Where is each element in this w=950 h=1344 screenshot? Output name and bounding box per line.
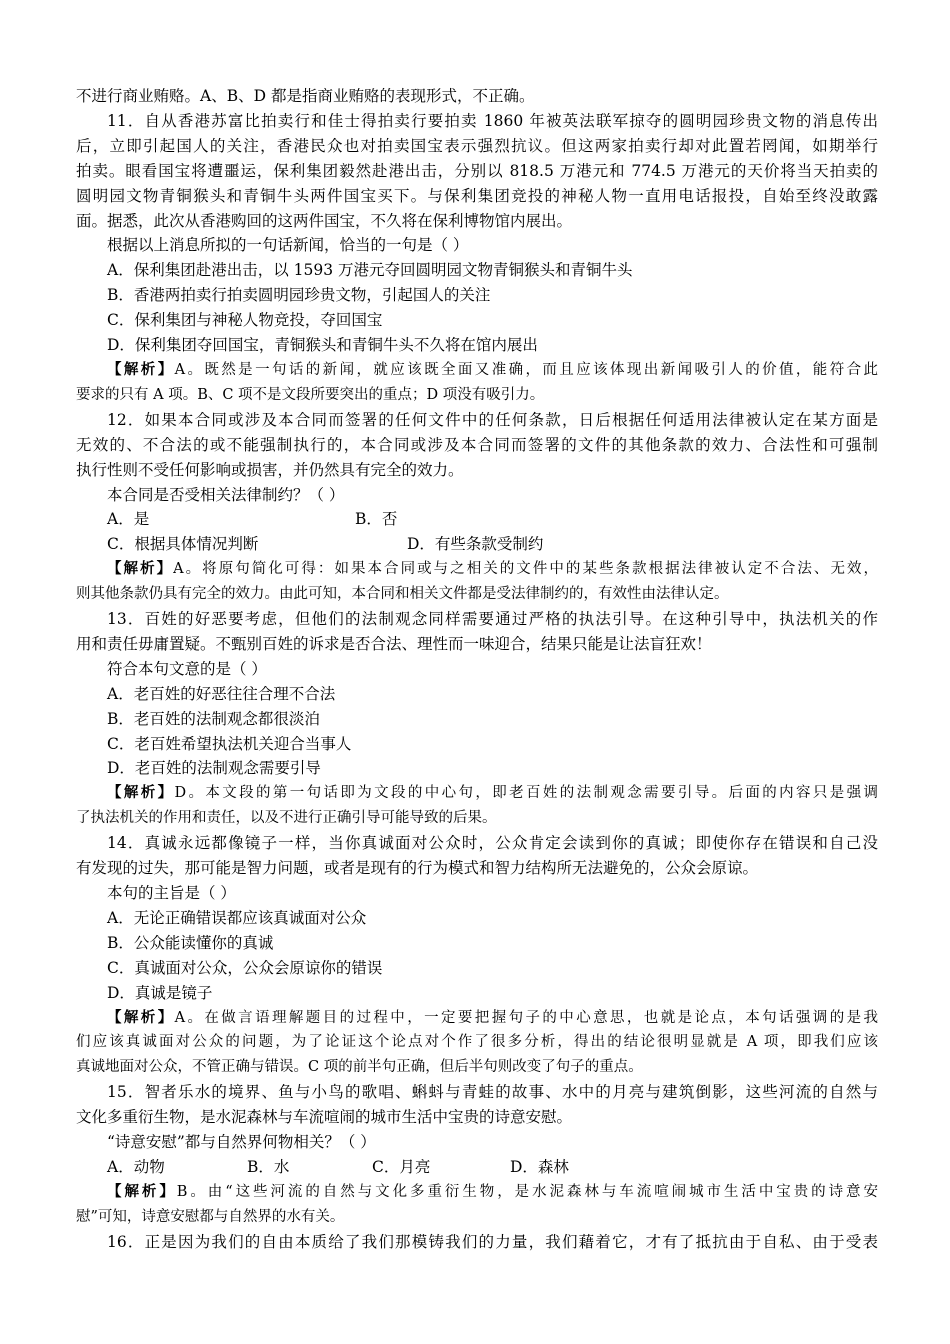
explanation-line: 则其他条款仍具有完全的效力。由此可知，本合同和相关文件都是受法律制约的，有效性由法律认定。 <box>76 586 729 603</box>
question-stem-line: 11．自从香港苏富比拍卖行和佳士得拍卖行要拍卖 1860 年被英法联军掠夺的圆明园珍贵文物的消息传出 <box>107 111 878 130</box>
question-13 <box>76 607 878 831</box>
question-stem-line: 14．真诚永远都像镜子一样，当你真诚面对公众时，公众肯定会读到你的真诚；即使你存在错误和自己没 <box>107 834 878 853</box>
option-row <box>76 1155 878 1180</box>
option-b: B．否 <box>355 510 398 529</box>
explanation-line <box>76 1180 878 1205</box>
question-14 <box>76 831 878 1080</box>
question-stem-line: 无效的、不合法的或不能强制执行的，本合同或涉及本合同而签署的文件的其他条款的效力、合法性和可强制 <box>76 435 878 454</box>
option-d: D．真诚是镜子 <box>107 983 213 1002</box>
explanation-text: A。既然是一句话的新闻，就应该既全面又准确，而且应该体现出新闻吸引人的价值，能符合此 <box>174 361 878 378</box>
explanation-line: 慰”可知，诗意安慰都与自然界的水有关。 <box>76 1208 345 1225</box>
question-stem-line: 15．智者乐水的境界、鱼与小鸟的歌唱、蝌蚪与青蛙的故事、水中的月亮与建筑倒影，这些河流的自然与 <box>107 1083 878 1102</box>
option-a: A．是 <box>107 510 150 529</box>
explanation-tag: 【解析】 <box>107 560 174 578</box>
option-c: C．老百姓希望执法机关迎合当事人 <box>107 734 352 753</box>
explanation-line <box>76 358 878 383</box>
explanation-line <box>76 1006 878 1031</box>
option-a: A．无论正确错误都应该真诚面对公众 <box>107 908 367 927</box>
question-stem-line: 执行性则不受任何影响或损害，并仍然具有完全的效力。 <box>76 460 464 479</box>
option-c: C．真诚面对公众，公众会原谅你的错误 <box>107 958 383 977</box>
option-c: C．根据具体情况判断 <box>107 535 259 554</box>
option-c: C．月亮 <box>372 1157 431 1176</box>
question-stem-line: 16．正是因为我们的自由本质给了我们那模铸我们的力量，我们藉着它，才有了抵抗由于自私、由于受表 <box>107 1232 878 1251</box>
option-b: B．老百姓的法制观念都很淡泊 <box>107 709 320 728</box>
option-b: B．公众能读懂你的真诚 <box>107 933 274 952</box>
question-stem-line: 圆明园文物青铜猴头和青铜牛头两件国宝买下。与保利集团竞投的神秘人物一直用电话报投，自始至终没敢露 <box>76 186 878 205</box>
option-d: D．有些条款受制约 <box>407 535 544 554</box>
question-stem-line: 13．百姓的好恶要考虑，但他们的法制观念同样需要通过严格的执法引导。在这种引导中，执法机关的作 <box>107 610 878 629</box>
explanation-tag: 【解析】 <box>107 360 175 378</box>
question-stem-line: 后，立即引起国人的关注，香港民众也对拍卖国宝表示强烈抗议。但这两家拍卖行却对此置若罔闻，如期举行 <box>76 136 878 155</box>
text-line: 不进行商业贿赂。A、B、D 都是指商业贿赂的表现形式，不正确。 <box>76 87 535 105</box>
question-stem-line: 12．如果本合同或涉及本合同而签署的任何文件中的任何条款，日后根据任何适用法律被认定在某方面是 <box>107 410 878 429</box>
option-c: C．保利集团与神秘人物竞投，夺回国宝 <box>107 311 383 330</box>
option-d: D．森林 <box>510 1157 569 1176</box>
explanation-line: 要求的只有 A 项。B、C 项不是文段所要突出的重点；D 项没有吸引力。 <box>76 386 545 403</box>
option-d: D．保利集团夺回国宝，青铜猴头和青铜牛头不久将在馆内展出 <box>107 336 538 355</box>
option-d: D．老百姓的法制观念需要引导 <box>107 759 321 778</box>
option-a: A．保利集团赴港出击，以 1593 万港元夺回圆明园文物青铜猴头和青铜牛头 <box>107 261 633 280</box>
option-a: A．老百姓的好恶往往合理不合法 <box>107 684 336 703</box>
explanation-line <box>76 557 878 582</box>
explanation-line: 们应该真诚面对公众的问题，为了论证这个论点对个作了很多分析，得出的结论很明显就是 A 项，即我们应该 <box>76 1034 878 1051</box>
question-prompt: 符合本句文意的是（ ） <box>107 659 267 678</box>
question-stem-line: 文化多重衍生物，是水泥森林与车流喧闹的城市生活中宝贵的诗意安慰。 <box>76 1108 573 1127</box>
question-prompt: “诗意安慰”都与自然界何物相关？（ ） <box>107 1133 376 1152</box>
question-16 <box>76 1230 878 1255</box>
explanation-text: A。在做言语理解题目的过程中，一定要把握句子的中心意思，也就是论点，本句话强调的是我 <box>174 1009 878 1026</box>
question-stem-line: 有发现的过失，那可能是智力问题，或者是现有的行为模式和智力结构所无法避免的，公众会原谅。 <box>76 859 759 878</box>
explanation-tag: 【解析】 <box>107 784 175 802</box>
question-prompt: 本合同是否受相关法律制约？（ ） <box>107 485 345 504</box>
question-stem-line: 用和责任毋庸置疑。不甄别百姓的诉求是否合法、理性而一味迎合，结果只能是让法盲狂欢！ <box>76 634 712 653</box>
option-row <box>76 532 878 557</box>
explanation-text: D。本文段的第一句话即为文段的中心句，即老百姓的法制观念需要引导。后面的内容只是强调 <box>174 785 878 802</box>
question-stem-line: 面。据悉，此次从香港购回的这两件国宝，不久将在保利博物馆内展出。 <box>76 211 573 230</box>
explanation-text: A。将原句简化可得：如果本合同或与之相关的文件中的某些条款根据法律被认定不合法、无效， <box>173 561 878 578</box>
explanation-text: B。由“这些河流的自然与文化多重衍生物，是水泥森林与车流喧闹城市生活中宝贵的诗意安 <box>176 1183 878 1200</box>
option-b: B．水 <box>247 1157 290 1176</box>
question-prompt: 根据以上消息所拟的一句话新闻，恰当的一句是（ ） <box>107 236 469 255</box>
option-a: A．动物 <box>107 1157 165 1176</box>
explanation-tag: 【解析】 <box>107 1182 177 1200</box>
explanation-tag: 【解析】 <box>107 1008 175 1026</box>
option-b: B．香港两拍卖行拍卖圆明园珍贵文物，引起国人的关注 <box>107 286 491 305</box>
option-row <box>76 507 878 532</box>
question-15 <box>76 1080 878 1229</box>
explanation-line <box>76 781 878 806</box>
question-stem-line: 拍卖。眼看国宝将遭噩运，保利集团毅然赴港出击，分别以 818.5 万港元和 774.5 万港元的天价将当天拍卖的 <box>76 161 878 180</box>
explanation-line: 真诚地面对公众，不管正确与错误。C 项的前半句正确，但后半句则改变了句子的重点。 <box>76 1059 643 1076</box>
question-11 <box>76 109 878 408</box>
question-prompt: 本句的主旨是（ ） <box>107 884 236 902</box>
question-12 <box>76 408 878 607</box>
explanation-line: 了执法机关的作用和责任，以及不进行正确引导可能导致的后果。 <box>76 810 497 827</box>
